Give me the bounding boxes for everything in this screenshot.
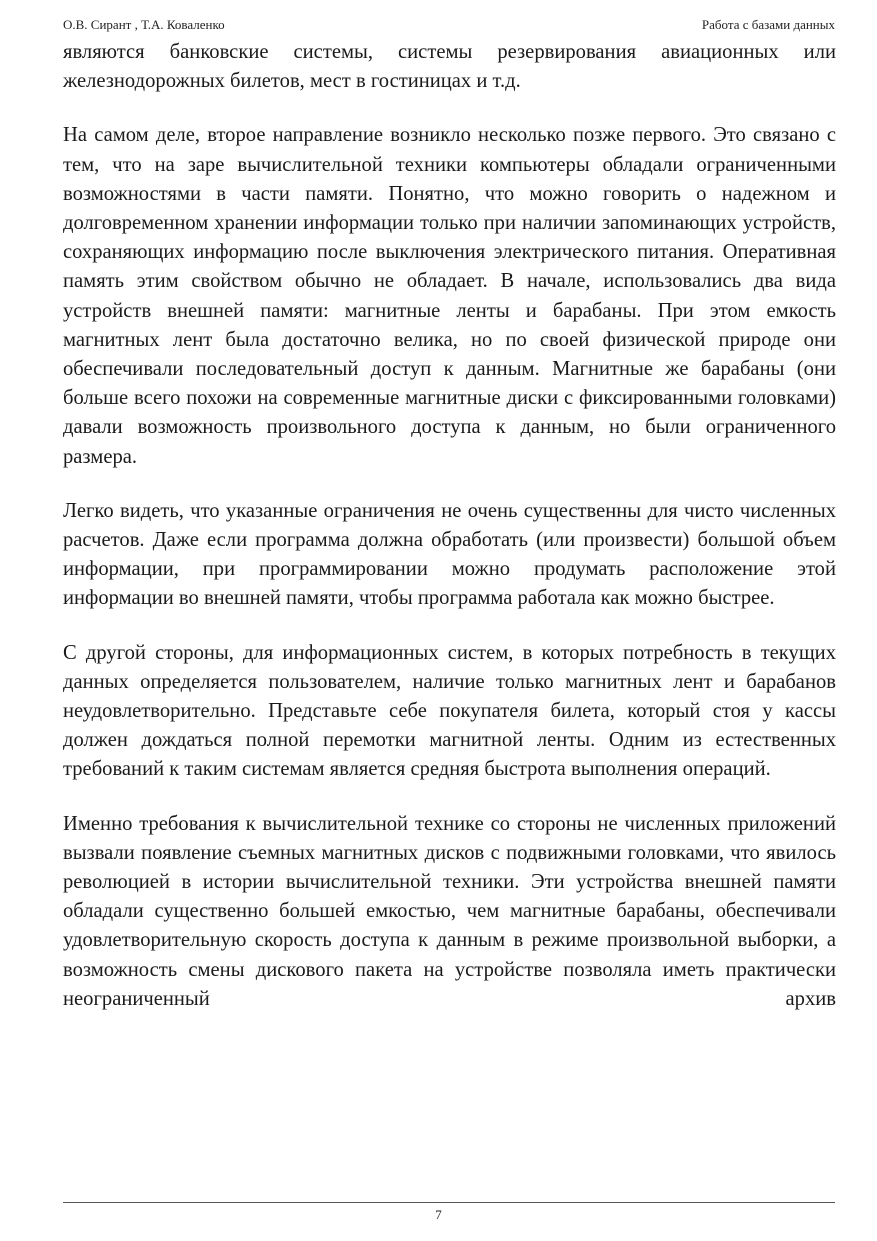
page-number: 7 (435, 1207, 442, 1222)
page-body (63, 38, 836, 1014)
paragraph: Легко видеть, что указанные ограничения не очень существенны для чисто численных расчетов. Даже если программа должна обработать (или произвести) большой объем информации, при программировании можно продумать расположение этой информации во внешней памяти, чтобы программа работала как можно быстрее. (63, 499, 836, 610)
header-authors: О.В. Сирант , Т.А. Коваленко (63, 17, 225, 32)
paragraph: На самом деле, второе направление возникло несколько позже первого. Это связано с тем, что на заре вычислительной техники компьютеры обладали ограниченными возможностями в части памяти. Понятно, что можно говорить о надежном и долговременном хранении информации только при наличии запоминающих устройств, сохраняющих информацию после выключения электрического питания. Оперативная память этим свойством обычно не обладает. В начале, использовались два вида устройств внешней памяти: магнитные ленты и барабаны. При этом емкость магнитных лент была достаточно велика, но по своей физической природе они обеспечивали последовательный доступ к данным. Магнитные же барабаны (они больше всего похожи на современные магнитные диски с фиксированными головками) давали возможность произвольного доступа к данным, но были ограниченного размера. (63, 124, 836, 468)
footer-divider (63, 1202, 835, 1203)
paragraph: С другой стороны, для информационных систем, в которых потребность в текущих данных определяется пользователем, наличие только магнитных лент и барабанов неудовлетворительно. Представьте себе покупателя билета, который стоя у кассы должен дождаться полной перемотки магнитной ленты. Одним из естественных требований к таким системам является средняя быстрота выполнения операций. (63, 641, 836, 781)
paragraph-continued: являются банковские системы, системы резервирования авиационных или железнодорожных билетов, мест в гостиницах и т.д. (63, 41, 836, 93)
paragraph: Именно требования к вычислительной технике со стороны не численных приложений вызвали появление съемных магнитных дисков с подвижными головками, что явилось революцией в истории вычислительной техники. Эти устройства внешней памяти обладали существенно большей емкостью, чем магнитные барабаны, обеспечивали удовлетворительную скорость доступа к данным в режиме произвольной выборки, а возможность смены дискового пакета на устройстве позволяла иметь практически неограниченный архив (63, 812, 836, 1010)
header-title: Работа с базами данных (701, 17, 835, 32)
page-header (63, 15, 835, 35)
